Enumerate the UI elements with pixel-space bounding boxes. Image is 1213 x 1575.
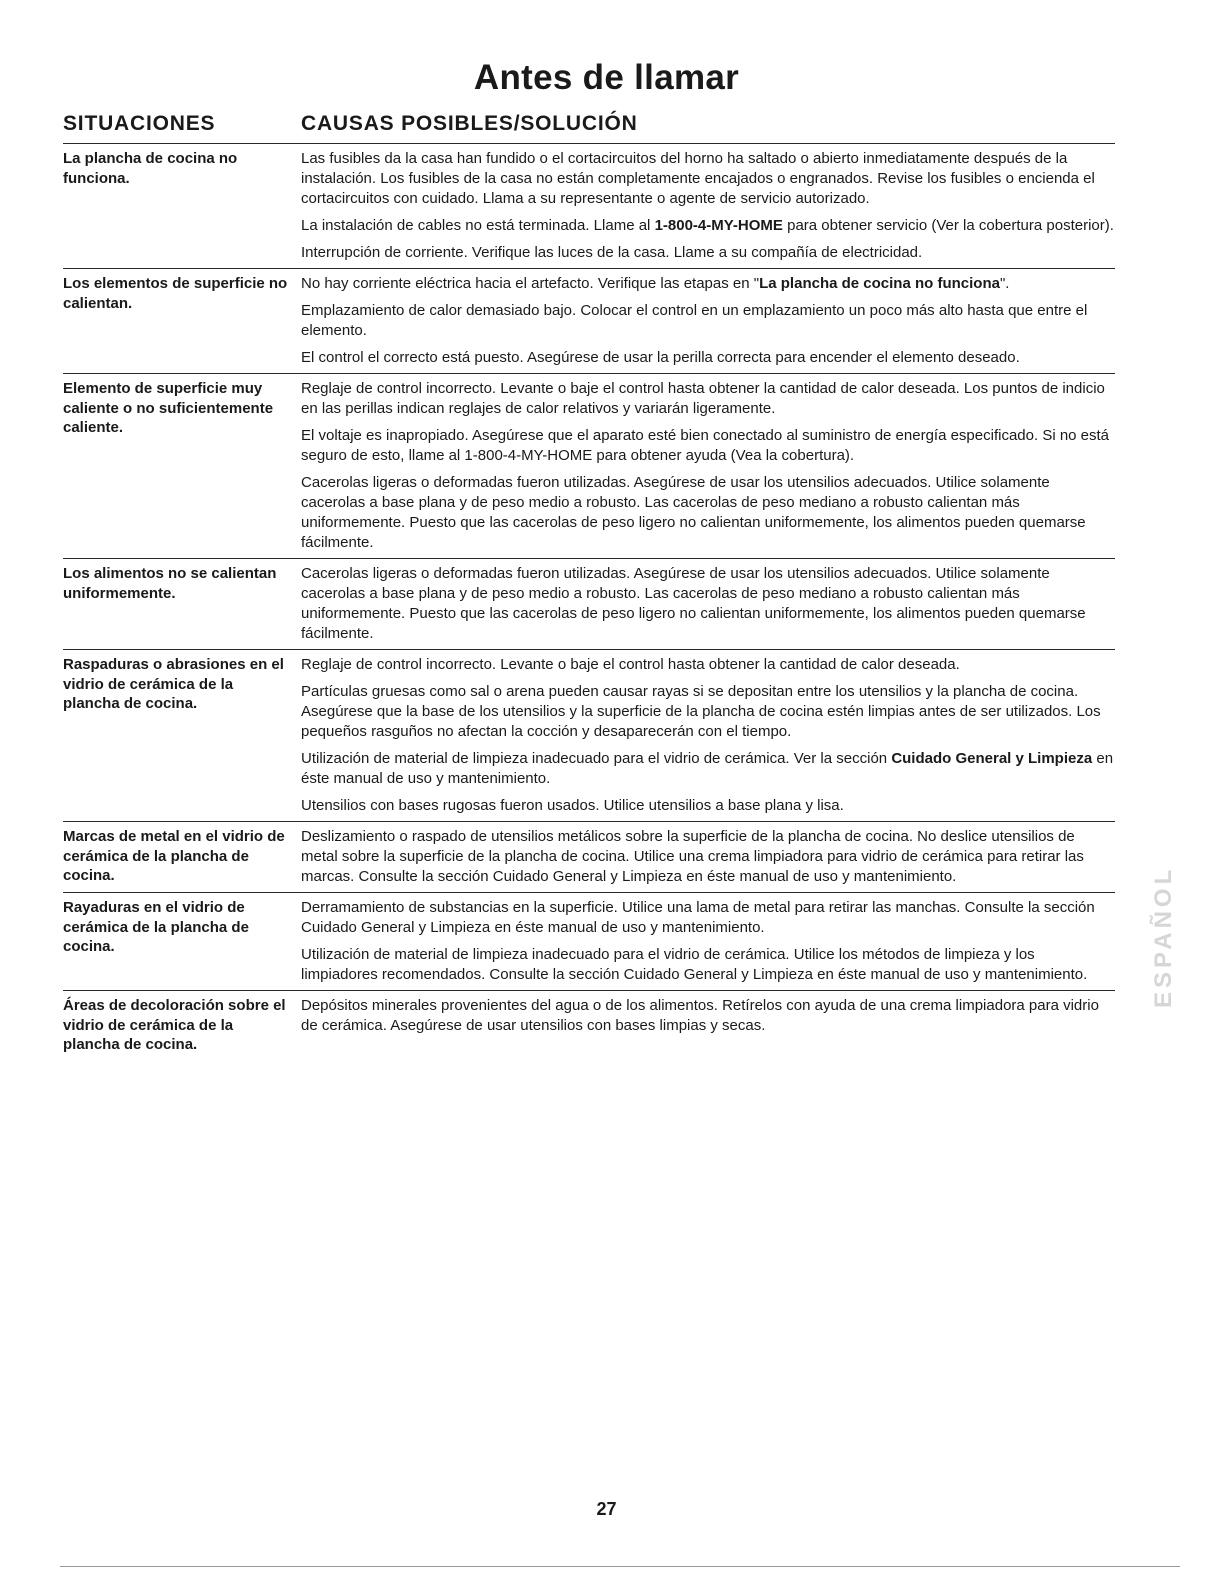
causes-cell bbox=[301, 379, 1115, 553]
table-row bbox=[63, 892, 1115, 990]
emphasis-text: 1-800-4-MY-HOME bbox=[654, 217, 783, 234]
situation-label: Los alimentos no se calientan uniformemente. bbox=[63, 565, 277, 602]
cause-paragraph bbox=[301, 348, 1115, 368]
cause-paragraph bbox=[301, 749, 1115, 789]
cause-paragraph bbox=[301, 682, 1115, 742]
causes-cell bbox=[301, 655, 1115, 816]
bottom-rule bbox=[60, 1566, 1180, 1567]
text-segment: Utilización de material de limpieza inadecuado para el vidrio de cerámica. Ver la sección bbox=[301, 750, 892, 767]
table-row bbox=[63, 373, 1115, 558]
causes-cell bbox=[301, 149, 1115, 263]
cause-paragraph bbox=[301, 301, 1115, 341]
cause-paragraph bbox=[301, 426, 1115, 466]
text-segment: Deslizamiento o raspado de utensilios metálicos sobre la superficie de la plancha de cocina. No deslice utensilios de metal sobre la superficie de la plancha de cocina. Utilice una crema limpiadora para vidrio de cerámica para retirar las marcas. Consulte la sección Cuidado General y Limpieza en éste manual de uso y mantenimiento. bbox=[301, 828, 1084, 885]
text-segment: Reglaje de control incorrecto. Levante o baje el control hasta obtener la cantidad de calor deseada. Los puntos de indicio en las perillas indican reglajes de calor relativos y variarán ligeramente. bbox=[301, 380, 1105, 417]
cause-paragraph bbox=[301, 216, 1115, 236]
table-row bbox=[63, 649, 1115, 821]
text-segment: El control el correcto está puesto. Asegúrese de usar la perilla correcta para encender el elemento deseado. bbox=[301, 349, 1020, 366]
text-segment: para obtener servicio (Ver la cobertura posterior). bbox=[782, 217, 1114, 234]
text-segment: La instalación de cables no está terminada. Llame al bbox=[301, 217, 655, 234]
situation-label: Elemento de superficie muy caliente o no suficientemente caliente. bbox=[63, 380, 274, 436]
table-row bbox=[63, 268, 1115, 373]
situation-label: Rayaduras en el vidrio de cerámica de la plancha de cocina. bbox=[63, 899, 249, 955]
cause-paragraph bbox=[301, 996, 1115, 1036]
table-row bbox=[63, 821, 1115, 892]
situation-label: La plancha de cocina no funciona. bbox=[63, 150, 238, 187]
cause-paragraph bbox=[301, 945, 1115, 985]
causes-cell bbox=[301, 996, 1115, 1055]
text-segment: Emplazamiento de calor demasiado bajo. Colocar el control en un emplazamiento un poco más alto hasta que entre el elemento. bbox=[301, 302, 1088, 339]
page-title: Antes de llamar bbox=[473, 58, 740, 97]
situation-label: Raspaduras o abrasiones en el vidrio de cerámica de la plancha de cocina. bbox=[63, 656, 284, 712]
table-row bbox=[63, 990, 1115, 1060]
text-segment: en éste manual de uso y mantenimiento. bbox=[301, 750, 1114, 787]
causes-column-header: CAUSAS POSIBLES/SOLUCIÓN bbox=[301, 112, 638, 135]
language-side-tab: ESPAÑOL bbox=[1150, 865, 1177, 1008]
text-segment: Las fusibles da la casa han fundido o el cortacircuitos del horno ha saltado o abierto inmediatamente después de la instalación. Los fusibles de la casa no están completamente encajados o engranados. Revise los fusibles o encienda el cortacircuitos con cuidado. Llama a su representante o agente de servicio autorizado. bbox=[301, 150, 1095, 207]
cause-paragraph bbox=[301, 827, 1115, 887]
cause-paragraph bbox=[301, 655, 1115, 675]
cause-paragraph bbox=[301, 473, 1115, 553]
text-segment: Derramamiento de substancias en la superficie. Utilice una lama de metal para retirar las manchas. Consulte la sección Cuidado General y Limpieza en éste manual de uso y mantenimiento. bbox=[301, 899, 1095, 936]
text-segment: Interrupción de corriente. Verifique las luces de la casa. Llame a su compañía de electricidad. bbox=[301, 244, 923, 261]
cause-paragraph bbox=[301, 379, 1115, 419]
text-segment: Utilización de material de limpieza inadecuado para el vidrio de cerámica. Utilice los métodos de limpieza y los limpiadores recomendados. Consulte la sección Cuidado General y Limpieza en éste manual de uso y mantenimiento. bbox=[301, 946, 1088, 983]
text-segment: Reglaje de control incorrecto. Levante o baje el control hasta obtener la cantidad de calor deseada. bbox=[301, 656, 960, 673]
cause-paragraph bbox=[301, 149, 1115, 209]
causes-cell bbox=[301, 827, 1115, 887]
cause-paragraph bbox=[301, 274, 1115, 294]
text-segment: ". bbox=[999, 275, 1010, 292]
cause-paragraph bbox=[301, 564, 1115, 644]
emphasis-text: La plancha de cocina no funciona bbox=[759, 275, 1000, 292]
cause-paragraph bbox=[301, 243, 1115, 263]
situation-label: Áreas de decoloración sobre el vidrio de cerámica de la plancha de cocina. bbox=[63, 997, 286, 1053]
text-segment: Cacerolas ligeras o deformadas fueron utilizadas. Asegúrese de usar los utensilios adecuados. Utilice solamente cacerolas a base plana y de peso medio a robusto. Las cacerolas de peso mediano a robusto calientan más uniformemente. Puesto que las cacerolas de peso ligero no calientan uniformemente, los alimentos pueden quemarse fácilmente. bbox=[301, 474, 1086, 551]
causes-cell bbox=[301, 274, 1115, 368]
table-row bbox=[63, 143, 1115, 268]
text-segment: Utensilios con bases rugosas fueron usados. Utilice utensilios a base plana y lisa. bbox=[301, 797, 844, 814]
situations-column-header: SITUACIONES bbox=[63, 112, 216, 135]
situation-label: Marcas de metal en el vidrio de cerámica de la plancha de cocina. bbox=[63, 828, 285, 884]
text-segment: El voltaje es inapropiado. Asegúrese que el aparato esté bien conectado al suministro de energía especificado. Si no está seguro de esto, llame al 1-800-4-MY-HOME para obtener ayuda (Vea la cobertura). bbox=[301, 427, 1110, 464]
causes-cell bbox=[301, 564, 1115, 644]
text-segment: Depósitos minerales provenientes del agua o de los alimentos. Retírelos con ayuda de una crema limpiadora para vidrio de cerámica. Asegúrese de usar utensilios con bases limpias y secas. bbox=[301, 997, 1099, 1034]
causes-cell bbox=[301, 898, 1115, 985]
situation-label: Los elementos de superficie no calientan. bbox=[63, 275, 288, 312]
table-row bbox=[63, 558, 1115, 649]
text-segment: Partículas gruesas como sal o arena pueden causar rayas si se depositan entre los utensilios y la plancha de cocina. Asegúrese que la base de los utensilios y la superficie de la plancha de cocina estén limpias antes de ser utilizados. Los pequeños rasguños no afectan la cocción y desaparecerán con el tiempo. bbox=[301, 683, 1101, 740]
emphasis-text: Cuidado General y Limpieza bbox=[891, 750, 1093, 767]
cause-paragraph bbox=[301, 796, 1115, 816]
troubleshooting-table bbox=[63, 143, 1115, 1060]
text-segment: No hay corriente eléctrica hacia el artefacto. Verifique las etapas en " bbox=[301, 275, 760, 292]
cause-paragraph bbox=[301, 898, 1115, 938]
page-number: 27 bbox=[596, 1499, 617, 1519]
text-segment: Cacerolas ligeras o deformadas fueron utilizadas. Asegúrese de usar los utensilios adecuados. Utilice solamente cacerolas a base plana y de peso medio a robusto. Las cacerolas de peso mediano a robusto calientan más uniformemente. Puesto que las cacerolas de peso ligero no calientan uniformemente, los alimentos pueden quemarse fácilmente. bbox=[301, 565, 1086, 642]
